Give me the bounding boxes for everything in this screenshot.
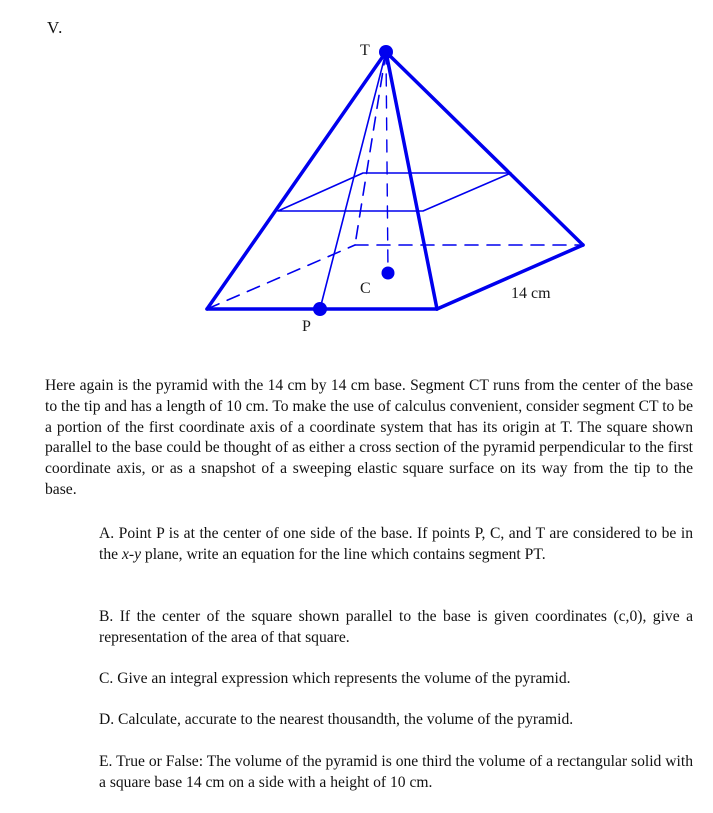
point-p	[313, 302, 327, 316]
question-c: C. Give an integral expression which represents the volume of the pyramid.	[99, 670, 571, 687]
question-b: B. If the center of the square shown parallel to the base is given coordinates (c,0), give a representation of the area of that square.	[99, 608, 693, 646]
problem-intro: Here again is the pyramid with the 14 cm by 14 cm base. Segment CT runs from the center of the base to the tip and has a length of 10 cm. To make the use of calculus convenient, consider segment CT to be a portion of the first coordinate axis of a coordinate system that has its origin at T. The square shown parallel to the base could be thought of as either a cross section of the pyramid perpendicular to the first coordinate axis, or as a snapshot of a sweeping elastic square surface on its way from the tip to the base.	[45, 377, 693, 498]
question-a-text-1: A. Point P is at the center of one side of the base. If points P, C, and T are considered to be in the	[99, 525, 693, 563]
label-t: T	[360, 42, 370, 59]
segment-pt	[320, 52, 386, 309]
cross-section-square	[278, 173, 511, 211]
lateral-edge-back-right	[386, 52, 583, 245]
label-c: C	[360, 280, 371, 297]
label-base-edge: 14 cm	[511, 285, 551, 302]
point-t	[379, 45, 393, 59]
base-edge-right	[437, 245, 583, 309]
section-label: V.	[47, 18, 64, 37]
lateral-edge-back-hidden	[355, 52, 386, 245]
segment-ct-hidden	[386, 52, 388, 273]
question-a-plane: x-y	[121, 545, 141, 563]
point-c	[382, 267, 395, 280]
question-e: E. True or False: The volume of the pyramid is one third the volume of a rectangular solid with a square base 14 cm on a side with a height of 10 cm.	[99, 753, 693, 791]
question-d: D. Calculate, accurate to the nearest thousandth, the volume of the pyramid.	[99, 711, 574, 728]
label-p: P	[302, 318, 311, 335]
question-a-text-2: plane, write an equation for the line which contains segment PT.	[141, 545, 546, 563]
pyramid-figure	[0, 0, 713, 370]
question-a	[99, 524, 693, 566]
